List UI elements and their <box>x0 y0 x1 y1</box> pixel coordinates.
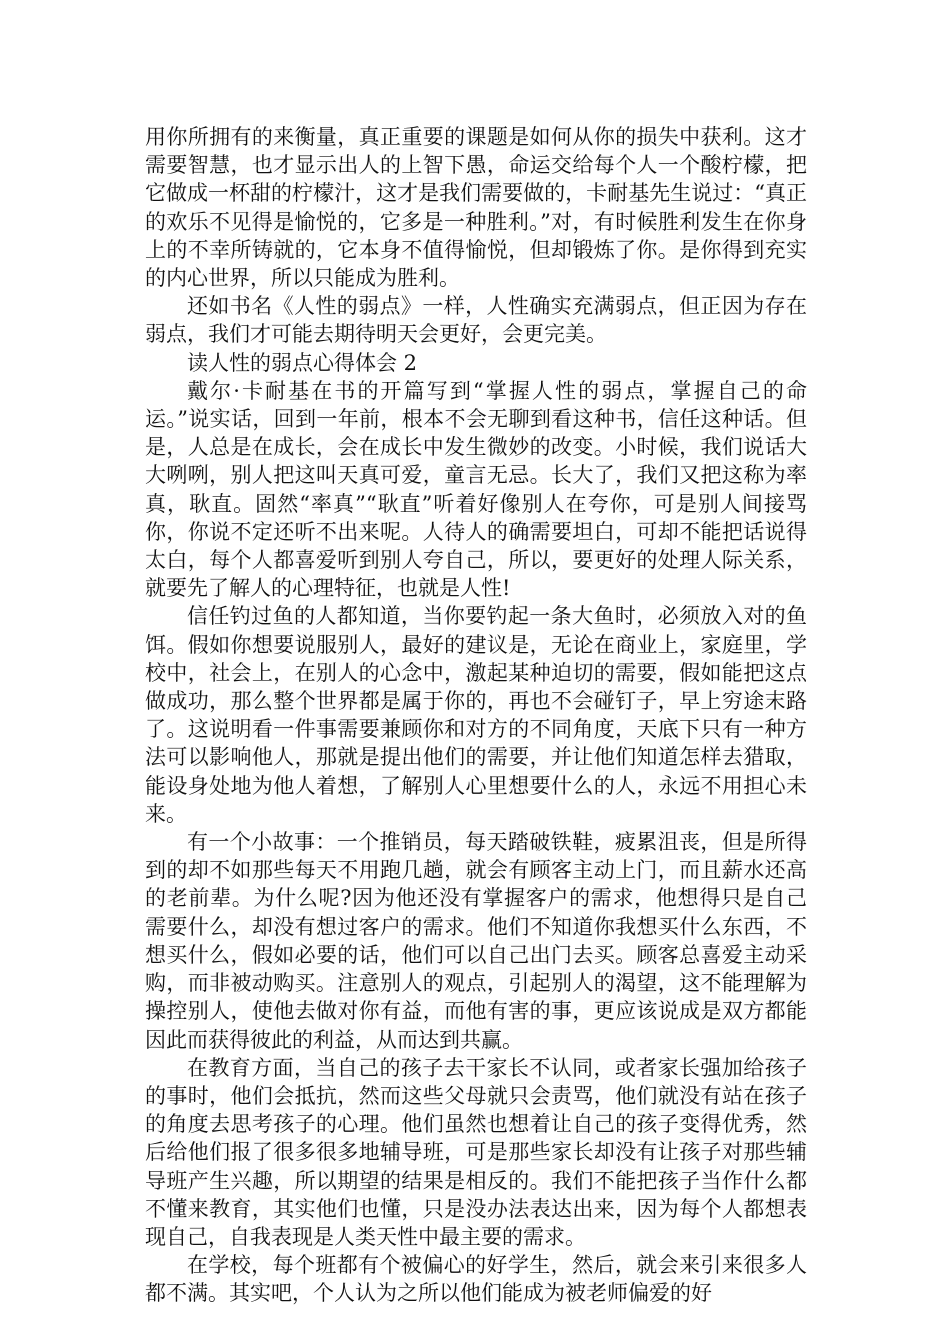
paragraph-4: 信任钓过鱼的人都知道，当你要钓起一条大鱼时，必须放入对的鱼饵。假如你想要说服别人，最好的建议是，无论在商业上，家庭里，学校中，社会上，在别人的心念中，激起某种迫切的需要，假如能把这点做成功，那么整个世界都是属于你的，再也不会碰钉子，早上穷途末路了。这说明看一件事需要兼顾你和对方的不同角度，天底下只有一种方法可以影响他人，那就是提出他们的需要，并让他们知道怎样去猎取，能设身处地为他人着想，了解别人心里想要什么的人，永远不用担心未来。 <box>145 604 807 826</box>
paragraph-5: 有一个小故事：一个推销员，每天踏破铁鞋，疲累沮丧，但是所得到的却不如那些每天不用跑几趟，就会有顾客主动上门，而且薪水还高的老前辈。为什么呢?因为他还没有掌握客户的需求，他想得只是自己需要什么，却没有想过客户的需求。他们不知道你我想买什么东西，不想买什么，假如必要的话，他们可以自己出门去买。顾客总喜爱主动采购，而非被动购买。注意别人的观点，引起别人的渴望，这不能理解为操控别人，使他去做对你有益，而他有害的事，更应该说成是双方都能因此而获得彼此的利益，从而达到共赢。 <box>145 830 807 1052</box>
paragraph-2: 还如书名《人性的弱点》一样，人性确实充满弱点，但正因为存在弱点，我们才可能去期待明天会更好，会更完美。 <box>145 294 807 347</box>
paragraph-1: 用你所拥有的来衡量，真正重要的课题是如何从你的损失中获利。这才需要智慧，也才显示出人的上智下愚，命运交给每个人一个酸柠檬，把它做成一杯甜的柠檬汁，这才是我们需要做的，卡耐基先生说过：“真正的欢乐不见得是愉悦的，它多是一种胜利。”对，有时候胜利发生在你身上的不幸所铸就的，它本身不值得愉悦，但却锻炼了你。是你得到充实的内心世界，所以只能成为胜利。 <box>145 125 807 291</box>
paragraph-3: 戴尔·卡耐基在书的开篇写到“掌握人性的弱点，掌握自己的命运。”说实话，回到一年前，根本不会无聊到看这种书，信任这种话。但是，人总是在成长，会在成长中发生微妙的改变。小时候，我们说话大大咧咧，别人把这叫天真可爱，童言无忌。长大了，我们又把这称为率真，耿直。固然“率真”“耿直”听着好像别人在夸你，可是别人间接骂你，你说不定还听不出来呢。人待人的确需要坦白，可却不能把话说得太白，每个人都喜爱听到别人夸自己，所以，要更好的处理人际关系，就要先了解人的心理特征，也就是人性! <box>145 378 807 601</box>
paragraph-6: 在教育方面，当自己的孩子去干家长不认同，或者家长强加给孩子的事时，他们会抵抗，然而这些父母就只会责骂，他们就没有站在孩子的角度去思考孩子的心理。他们虽然也想着让自己的孩子变得优秀，然后给他们报了很多很多地辅导班，可是那些家长却没有让孩子对那些辅导班产生兴趣，所以期望的结果是相反的。我们不能把孩子当作什么都不懂来教育，其实他们也懂，只是没办法表达出来，因为每个人都想表现自己，自我表现是人类天性中最主要的需求。 <box>145 1055 807 1249</box>
paragraph-7: 在学校，每个班都有个被偏心的好学生，然后，就会来引来很多人都不满。其实吧，个人认为之所以他们能成为被老师偏爱的好 <box>145 1253 807 1306</box>
section-heading: 读人性的弱点心得体会 2 <box>187 350 418 375</box>
document-page <box>145 123 807 1308</box>
